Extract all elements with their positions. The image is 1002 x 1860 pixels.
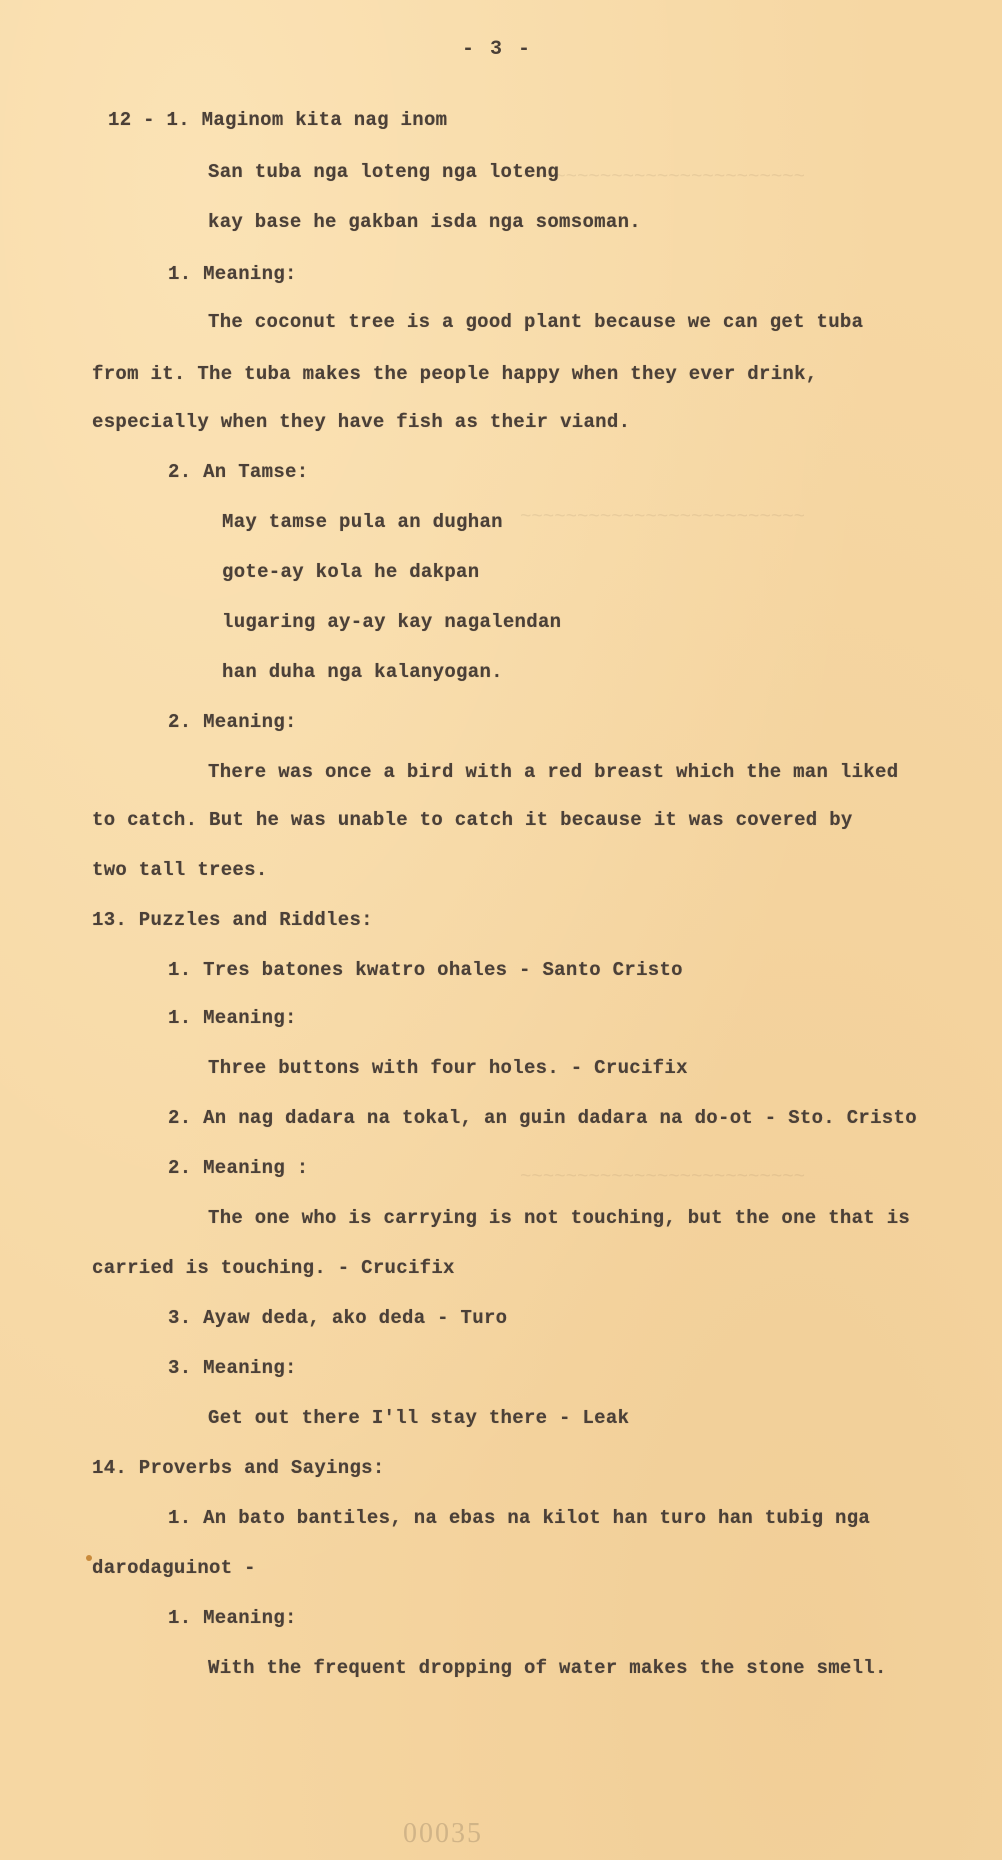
riddle: 3. Ayaw deda, ako deda - Turo: [168, 1307, 508, 1329]
meaning-label: 2. Meaning :: [168, 1157, 309, 1179]
meaning-label: 3. Meaning:: [168, 1357, 297, 1379]
bleed-through-text: ~~~~~~~~~~~~~~~~~~~~~~~~~: [520, 166, 806, 188]
meaning-text: from it. The tuba makes the people happy when they ever drink,: [92, 363, 818, 385]
song-line: gote-ay kola he dakpan: [222, 561, 480, 583]
meaning-label: 1. Meaning:: [168, 263, 297, 285]
proverb: 1. An bato bantiles, na ebas na kilot han turo han tubig nga: [168, 1507, 871, 1529]
meaning-text: especially when they have fish as their viand.: [92, 411, 631, 433]
song-title: 2. An Tamse:: [168, 461, 309, 483]
riddle: 1. Tres batones kwatro ohales - Santo Cristo: [168, 959, 683, 981]
meaning-text: There was once a bird with a red breast which the man liked: [208, 761, 899, 783]
archive-stamp: 00035: [403, 1818, 483, 1849]
proverb: darodaguinot -: [92, 1557, 256, 1579]
song-line: han duha nga kalanyogan.: [222, 661, 503, 683]
bleed-through-text: ~~~~~~~~~~~~~~~~~~~~~~~~~: [520, 506, 806, 528]
meaning-text: to catch. But he was unable to catch it because it was covered by: [92, 809, 853, 831]
verse-line: kay base he gakban isda nga somsoman.: [208, 211, 641, 233]
section-13-heading: 13. Puzzles and Riddles:: [92, 909, 373, 931]
meaning-text: The coconut tree is a good plant because we can get tuba: [208, 311, 864, 333]
ink-speck: [86, 1555, 92, 1561]
song-line: lugaring ay-ay kay nagalendan: [222, 611, 562, 633]
meaning-text: The one who is carrying is not touching, but the one that is: [208, 1207, 911, 1229]
section-12-heading: 12 - 1. Maginom kita nag inom: [108, 109, 448, 131]
meaning-label: 2. Meaning:: [168, 711, 297, 733]
verse-line: San tuba nga loteng nga loteng: [208, 161, 560, 183]
meaning-text: With the frequent dropping of water makes the stone smell.: [208, 1657, 887, 1679]
meaning-text: Get out there I'll stay there - Leak: [208, 1407, 630, 1429]
song-line: May tamse pula an dughan: [222, 511, 503, 533]
riddle: 2. An nag dadara na tokal, an guin dadara na do-ot - Sto. Cristo: [168, 1107, 917, 1129]
bleed-through-text: ~~~~~~~~~~~~~~~~~~~~~~~~~: [520, 1166, 806, 1188]
meaning-text: carried is touching. - Crucifix: [92, 1257, 455, 1279]
section-14-heading: 14. Proverbs and Sayings:: [92, 1457, 385, 1479]
meaning-text: Three buttons with four holes. - Crucifix: [208, 1057, 688, 1079]
meaning-label: 1. Meaning:: [168, 1007, 297, 1029]
meaning-label: 1. Meaning:: [168, 1607, 297, 1629]
page-number: - 3 -: [462, 38, 533, 61]
meaning-text: two tall trees.: [92, 859, 268, 881]
